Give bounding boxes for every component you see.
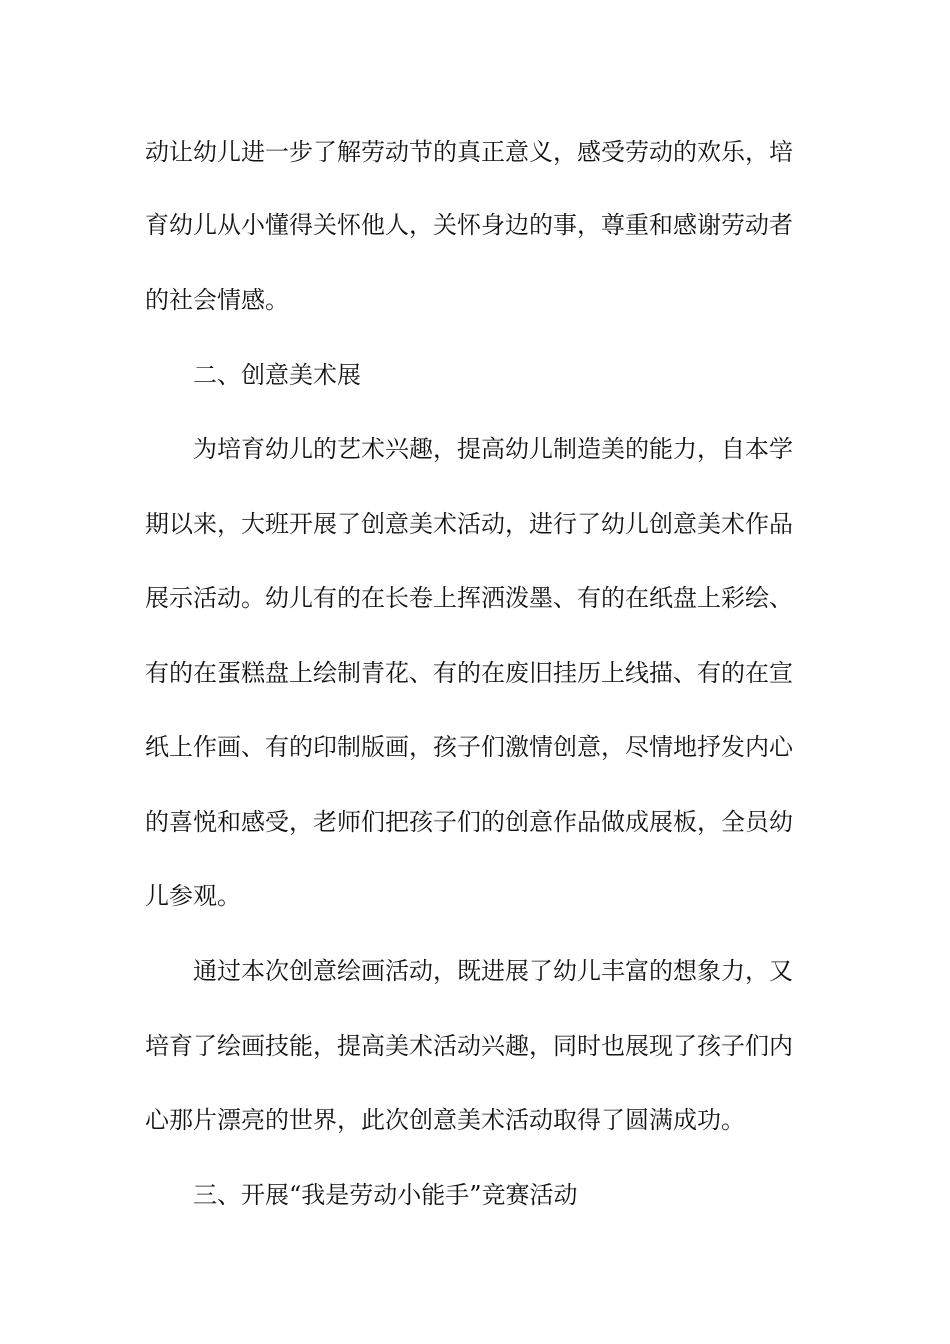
paragraph-line: 育幼儿从小懂得关怀他人，关怀身边的事，尊重和感谢劳动者: [145, 211, 793, 239]
paragraph-line: 培育了绘画技能，提高美术活动兴趣，同时也展现了孩子们内: [145, 1032, 793, 1060]
paragraph-line: 儿参观。: [145, 882, 241, 910]
paragraph-line: 的喜悦和感受，老师们把孩子们的创意作品做成展板，全员幼: [145, 808, 793, 836]
paragraph-line: 纸上作画、有的印制版画，孩子们激情创意，尽情地抒发内心: [145, 733, 793, 761]
paragraph-line: 心那片漂亮的世界，此次创意美术活动取得了圆满成功。: [145, 1106, 745, 1134]
paragraph-line: 有的在蛋糕盘上绘制青花、有的在废旧挂历上线描、有的在宣: [145, 659, 793, 687]
paragraph-line: 展示活动。幼儿有的在长卷上挥洒泼墨、有的在纸盘上彩绘、: [145, 584, 793, 612]
paragraph-line: 通过本次创意绘画活动，既进展了幼儿丰富的想象力，又: [193, 957, 793, 985]
paragraph-line: 动让幼儿进一步了解劳动节的真正意义，感受劳动的欢乐，培: [145, 138, 793, 166]
section-heading: 二、创意美术展: [193, 361, 361, 389]
paragraph-line: 期以来，大班开展了创意美术活动，进行了幼儿创意美术作品: [145, 510, 793, 538]
paragraph-line: 的社会情感。: [145, 286, 289, 314]
section-heading: 三、开展“我是劳动小能手”竞赛活动: [193, 1181, 578, 1209]
paragraph-line: 为培育幼儿的艺术兴趣，提高幼儿制造美的能力，自本学: [193, 435, 793, 463]
